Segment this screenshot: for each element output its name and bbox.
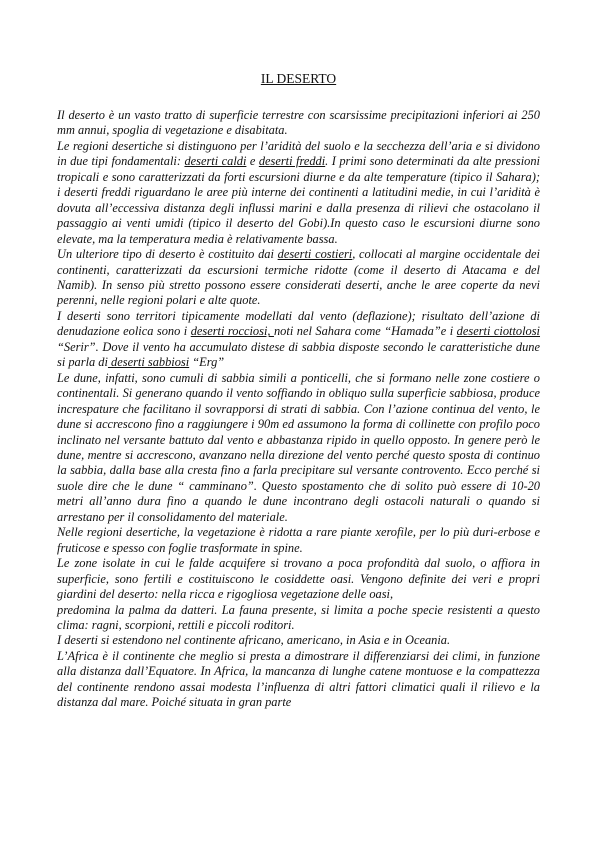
text-run: Nelle regioni desertiche, la vegetazione è ridotta a rare piante xerofile, per lo più duri-erbose e fruticose e spesso con foglie trasformate in spine. [57,525,540,555]
paragraph [57,556,540,602]
paragraph [57,139,540,247]
text-run: e [246,154,259,169]
paragraph [57,633,540,648]
underlined-term: deserti costieri [277,247,353,262]
text-run: Le regioni desertiche si distinguono per l’aridità del suolo e la secchezza dell’aria e si dividono in due tipi fondamentali: [57,138,540,169]
text-run: “Erg” [189,355,225,370]
text-run: noti nel Sahara come “Hamada”e i [273,324,457,339]
text-run: , collocati al margine occidentale dei continenti, caratterizzati da escursioni termiche ridotte (come il deserto di Atacama e del Namib). In senso più stretto possono essere considerati deserti, anche le aree coperte da nevi perenni, nelle regioni polari e alte quote. [57,247,540,308]
text-run: predomina la palma da datteri. La fauna presente, si limita a poche specie resistenti a questo clima: ragni, scorpioni, rettili e piccoli roditori. [57,602,540,632]
text-run: I deserti si estendono nel continente africano, americano, in Asia e in Oceania. [57,633,451,648]
text-run: “Serir”. Dove il vento ha accumulato distese di sabbia disposte secondo le caratteristiche dune si parla di [57,339,540,370]
text-run: I deserti sono territori tipicamente modellati dal vento (deflazione); risultato dell’azione di denudazione eolica sono i [57,308,540,339]
text-run: Le dune, infatti, sono cumuli di sabbia simili a ponticelli, che si formano nelle zone costiere o continentali. Si generano quando il vento soffiando in obliquo sulla superficie sabbiosa, produce increspature che facilitano il sovrapporsi di strati di sabbia. Con l’azione continua del vento, le dune si accrescono fino a raggiungere i 90m ed assumono la forma di collinette con profilo poco inclinato nel versante battuto dal vento e abbastanza ripido in quello opposto. In genere però le dune, mentre si accrescono, avanzano nella direzione del vento perché questo sposta di continuo la sabbia, dalla base alla cresta fino a farla precipitare sul versante controvento. Ecco perché si suole dire che le dune “ camminano”. Questo spostamento che di solito può essere di 10-20 metri all’anno dura fino a quando le dune incontrano degli ostacoli naturali o quando si arrestano per il consolidamento del materiale. [57,370,540,524]
text-run: Il deserto è un vasto tratto di superficie terrestre con scarsissime precipitazioni inferiori ai 250 mm annui, spoglia di vegetazione e disabitata. [57,108,540,138]
underlined-term: deserti ciottolosi [456,324,541,339]
underlined-term: deserti caldi [184,154,247,169]
text-run: L’Africa è il continente che meglio si presta a dimostrare il differenziarsi dei climi, in funzione alla distanza dall’Equatore. In Africa, la mancanza di lunghe catene montuose e la compattezza del continente rendono assai modesta l’influenza di altri fattori climatici quali il rilievo e la distanza dal mare. Poiché situata in gran parte [57,648,540,710]
underlined-term: deserti freddi [258,154,326,169]
paragraph [57,525,540,556]
paragraph [57,649,540,711]
document-body [57,108,540,711]
text-run: . I primi sono determinati da alte pressioni tropicali e sono caratterizzati da forti escursioni diurne e da alte temperature (tipico il Sahara); i deserti freddi riguardano le aree più interne dei continenti a latitudini medie, in cui l’aridità è dovuta all’eccessiva distanza degli influssi marini e dalla presenza di rilievi che ostacolano il passaggio ai venti umidi (tipico il deserto del Gobi).In questo caso le escursioni diurne sono elevate, ma la temperatura media è relativamente bassa. [57,154,540,246]
document-title: IL DESERTO [260,71,337,86]
text-run: Le zone isolate in cui le falde acquifere si trovano a poca profondità dal suolo, o affiora in superficie, sono fertili e costituiscono le cosiddette oasi. Vengono definite dei veri e propri giardini del deserto: nella ricca e rigogliosa vegetazione delle oasi, [57,556,540,602]
underlined-term: deserti sabbiosi [107,355,190,370]
underlined-term: deserti rocciosi, [190,324,274,339]
text-run: Un ulteriore tipo di deserto è costituito dai [57,247,278,262]
paragraph [57,603,540,634]
paragraph [57,371,540,526]
paragraph [57,247,540,309]
document-page [57,71,540,711]
paragraph [57,309,540,371]
paragraph [57,108,540,139]
